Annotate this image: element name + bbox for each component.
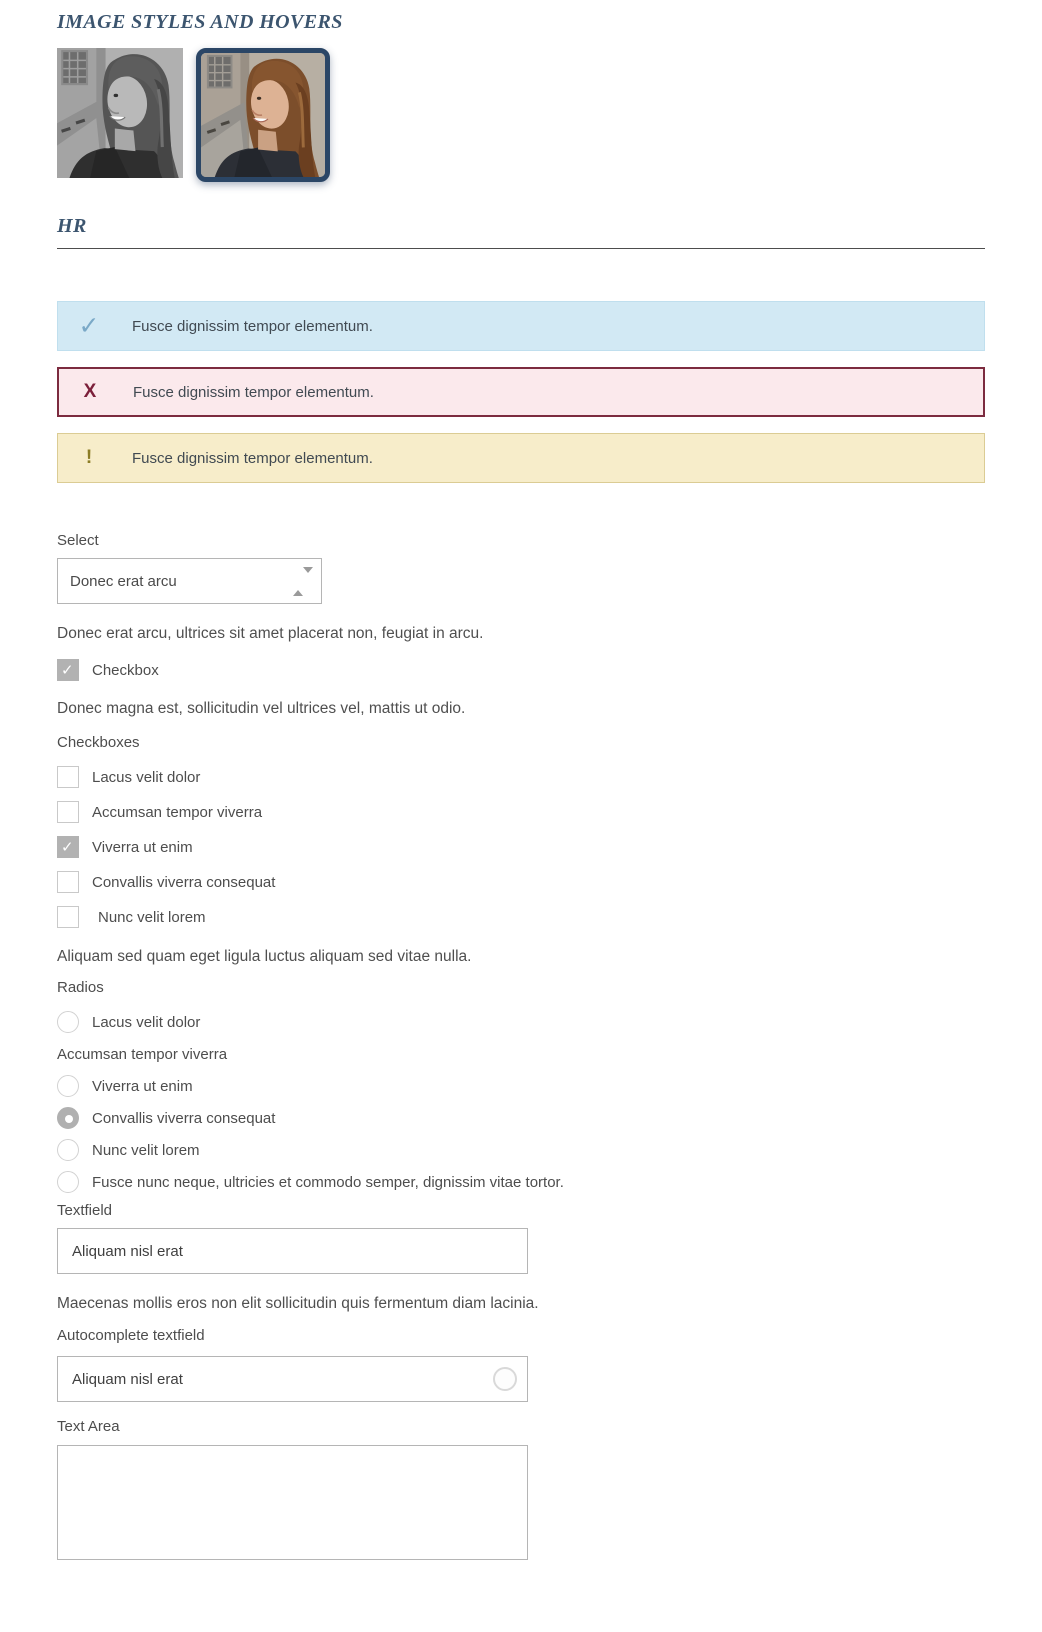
alert-messages (57, 301, 985, 483)
radio-control[interactable] (57, 1011, 79, 1033)
exclamation-icon: ! (85, 447, 93, 468)
radio-label[interactable]: Convallis viverra consequat (92, 1109, 276, 1127)
radio-row[interactable] (57, 1107, 985, 1129)
radio-control[interactable] (57, 1075, 79, 1097)
checkbox-row[interactable] (57, 766, 985, 788)
autocomplete-field (57, 1356, 528, 1402)
check-icon: ✓ (78, 312, 100, 340)
textarea-input[interactable] (57, 1445, 528, 1560)
portrait-image-grayscale (57, 48, 183, 178)
checkbox-label[interactable]: Accumsan tempor viverra (92, 803, 263, 821)
radio-label[interactable]: Nunc velit lorem (92, 1141, 200, 1159)
checkbox-control[interactable] (57, 906, 79, 928)
select-input[interactable] (57, 558, 322, 604)
textfield-description: Maecenas mollis eros non elit sollicitudin quis fermentum diam lacinia. (57, 1295, 539, 1312)
radio-row[interactable] (57, 1075, 985, 1097)
select-description: Donec erat arcu, ultrices sit amet placerat non, feugiat in arcu. (57, 625, 484, 642)
alert-message (57, 433, 985, 483)
alert-message (57, 367, 985, 417)
select-current-value: Donec erat arcu (70, 572, 177, 590)
checkboxes-description: Aliquam sed quam eget ligula luctus aliquam sed vitae nulla. (57, 948, 472, 965)
select-field-label: Select (57, 532, 99, 549)
radio-control[interactable] (57, 1107, 79, 1129)
autocomplete-spinner-icon (493, 1367, 517, 1391)
checkboxes-group-label: Checkboxes (57, 734, 140, 751)
textfield-input[interactable] (57, 1228, 528, 1274)
single-checkbox-row[interactable] (57, 659, 985, 681)
alert-message (57, 301, 985, 351)
radio-label[interactable]: Accumsan tempor viverra (57, 1045, 228, 1063)
radio-row[interactable] (57, 1171, 985, 1193)
x-icon: X (83, 381, 97, 402)
checkbox-label[interactable]: Convallis viverra consequat (92, 873, 276, 891)
select-arrows-icon[interactable] (293, 573, 303, 590)
alert-text: Fusce dignissim tempor elementum. (132, 449, 373, 467)
alert-text: Fusce dignissim tempor elementum. (132, 317, 373, 335)
checkbox-label[interactable]: Checkbox (92, 661, 159, 679)
radio-control[interactable] (57, 1139, 79, 1161)
radio-label[interactable]: Fusce nunc neque, ultricies et commodo semper, dignissim vitae tortor. (92, 1173, 564, 1191)
page-content (0, 10, 1042, 1560)
radios-group-label: Radios (57, 979, 104, 996)
checkbox-row[interactable] (57, 801, 985, 823)
radio-label[interactable]: Viverra ut enim (92, 1077, 193, 1095)
checkbox-description: Donec magna est, sollicitudin vel ultrices vel, mattis ut odio. (57, 700, 466, 717)
checkboxes-group (57, 766, 985, 928)
horizontal-rule (57, 248, 985, 249)
textarea-label: Text Area (57, 1418, 120, 1435)
alert-text: Fusce dignissim tempor elementum. (133, 383, 374, 401)
checkbox-control[interactable] (57, 801, 79, 823)
checkbox-control[interactable] (57, 871, 79, 893)
checkbox-label[interactable]: Viverra ut enim (92, 838, 193, 856)
checkbox-label[interactable]: Lacus velit dolor (92, 768, 201, 786)
image-styles-row (57, 48, 985, 182)
portrait-image-hover-framed (196, 48, 330, 182)
textfield-label: Textfield (57, 1202, 113, 1219)
radio-control[interactable] (57, 1171, 79, 1193)
radio-label[interactable]: Lacus velit dolor (92, 1013, 201, 1031)
images-section-heading: IMAGE STYLES AND HOVERS (57, 11, 343, 33)
autocomplete-input[interactable] (57, 1356, 528, 1402)
hr-section-heading: HR (57, 215, 87, 237)
checkbox-row[interactable] (57, 871, 985, 893)
autocomplete-label: Autocomplete textfield (57, 1327, 205, 1344)
checkbox-control[interactable] (57, 836, 79, 858)
checkbox-row[interactable] (57, 836, 985, 858)
checkbox-control[interactable] (57, 766, 79, 788)
radio-row[interactable] (57, 1139, 985, 1161)
checkbox-label[interactable]: Nunc velit lorem (98, 908, 206, 926)
checkbox-control[interactable] (57, 659, 79, 681)
radios-group (57, 1011, 985, 1193)
radio-row[interactable] (57, 1011, 985, 1033)
checkbox-row[interactable] (57, 906, 985, 928)
radio-row[interactable] (57, 1043, 985, 1065)
